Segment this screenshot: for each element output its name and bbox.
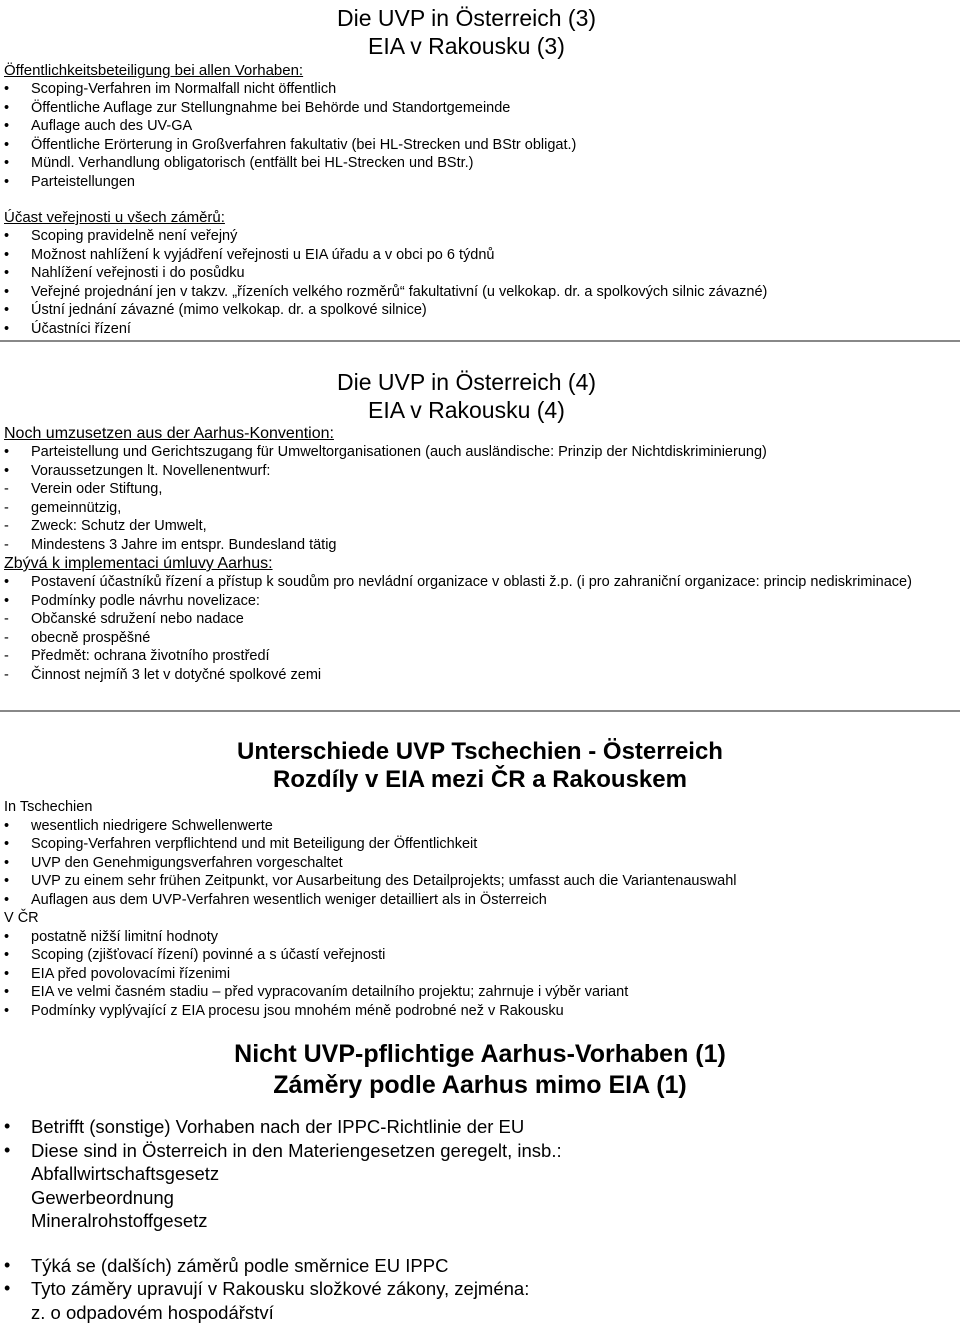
list-cz bbox=[0, 573, 960, 684]
subheading-de: Noch umzusetzen aus der Aarhus-Konvention: bbox=[4, 425, 334, 442]
list-item: • Scoping pravidelně není veřejný bbox=[4, 228, 238, 244]
list-item: • UVP den Genehmigungsverfahren vorgeschaltet bbox=[4, 854, 343, 871]
list-item: • Nahlížení veřejnosti i do posůdku bbox=[4, 265, 245, 281]
subheading-cz: V ČR bbox=[4, 910, 39, 926]
list-item: • Scoping (zjišťovací řízení) povinné a s účastí veřejnosti bbox=[4, 947, 386, 963]
section-title-de: Die UVP in Österreich (3) bbox=[337, 5, 597, 31]
list-item: • Mündl. Verhandlung obligatorisch (entfällt bei HL-Strecken und BStr.) bbox=[4, 155, 474, 171]
list-aarhus-de bbox=[0, 1115, 960, 1162]
section-differences bbox=[0, 738, 960, 1020]
list-item: • Týká se (dalších) záměrů podle směrnice EU IPPC bbox=[4, 1254, 449, 1276]
subheading-cz: Zbývá k implementaci úmluvy Aarhus: bbox=[4, 555, 273, 572]
list-item: • Öffentliche Erörterung in Großverfahren fakultativ (bei HL-Strecken und BStr obligat.) bbox=[4, 136, 577, 153]
list-item: • Podmínky podle návrhu novelizace: bbox=[4, 592, 260, 609]
list-item: - Mindestens 3 Jahre im entspr. Bundesland tätig bbox=[4, 536, 337, 553]
list-item: • Účastníci řízení bbox=[4, 320, 131, 337]
list-item: • Auflagen aus dem UVP-Verfahren wesentlich weniger detailliert als in Österreich bbox=[4, 891, 547, 908]
section-title-cz: EIA v Rakousku (4) bbox=[368, 397, 565, 423]
list-item: • Možnost nahlížení k vyjádření veřejnosti u EIA úřadu a v obci po 6 týdnů bbox=[4, 246, 495, 263]
section-uvp-4 bbox=[0, 368, 960, 684]
subheading-de: In Tschechien bbox=[4, 799, 93, 815]
list-item: • EIA před povolovacími řízenimi bbox=[4, 965, 231, 982]
divider bbox=[0, 340, 960, 342]
list-de bbox=[0, 80, 960, 191]
list-item: • Voraussetzungen lt. Novellenentwurf: bbox=[4, 462, 271, 479]
list-item: • Scoping-Verfahren im Normalfall nicht öffentlich bbox=[4, 81, 337, 97]
list-cz bbox=[0, 928, 960, 1021]
list-item: • postatně nižší limitní hodnoty bbox=[4, 928, 218, 945]
list-item: • UVP zu einem sehr frühen Zeitpunkt, vor Ausarbeitung des Detailprojekts; umfasst auch die Variantenauswahl bbox=[4, 873, 737, 889]
list-item: - Činnost nejmíň 3 let v dotyčné spolkové zemi bbox=[4, 666, 322, 683]
list-item: • Podmínky vyplývající z EIA procesu jsou mnohém méně podrobné než v Rakousku bbox=[4, 1002, 564, 1019]
list-item: • wesentlich niedrigere Schwellenwerte bbox=[4, 817, 273, 834]
list-item: • Öffentliche Auflage zur Stellungnahme bei Behörde und Standortgemeinde bbox=[4, 99, 511, 116]
list-item: • Diese sind in Österreich in den Materiengesetzen geregelt, insb.: bbox=[4, 1139, 562, 1161]
section-title-cz: Rozdíly v EIA mezi ČR a Rakouskem bbox=[273, 766, 687, 793]
list-item: • Ústní jednání závazné (mimo velkokap. dr. a spolkové silnice) bbox=[4, 302, 427, 318]
list-item: • Auflage auch des UV-GA bbox=[4, 118, 193, 134]
list-item: - Zweck: Schutz der Umwelt, bbox=[4, 518, 207, 534]
list-item: • Scoping-Verfahren verpflichtend und mit Beteiligung der Öffentlichkeit bbox=[4, 836, 478, 852]
list-item: - obecně prospěšné bbox=[4, 629, 151, 646]
section-uvp-3 bbox=[0, 4, 960, 338]
section-title-cz: Záměry podle Aarhus mimo EIA (1) bbox=[273, 1071, 687, 1099]
list-item: - Předmět: ochrana životního prostředí bbox=[4, 648, 270, 664]
list-de bbox=[0, 443, 960, 554]
divider bbox=[0, 710, 960, 712]
section-title-cz: EIA v Rakousku (3) bbox=[368, 33, 565, 59]
list-item: • Betrifft (sonstige) Vorhaben nach der IPPC-Richtlinie der EU bbox=[4, 1116, 525, 1137]
list-cz bbox=[0, 227, 960, 338]
law-name: Gewerbeordnung bbox=[31, 1186, 174, 1208]
list-item: • EIA ve velmi časném stadiu – před vypracovaním detailního projektu; zahrnuje i výběr variant bbox=[4, 984, 629, 1000]
law-name: z. o odpadovém hospodářství bbox=[31, 1301, 274, 1323]
section-title-de: Die UVP in Österreich (4) bbox=[337, 369, 597, 395]
list-item: - gemeinnützig, bbox=[4, 499, 122, 516]
list-aarhus-cz bbox=[0, 1254, 960, 1301]
list-item: • Postavení účastníků řízení a přístup k soudům pro nevládní organizace v oblasti ž.p. (i pro zahraniční organizace: princip nediskriminace) bbox=[4, 574, 912, 590]
list-item: - Verein oder Stiftung, bbox=[4, 481, 163, 497]
list-item: • Veřejné projednání jen v takzv. „řízeních velkého rozměrů“ fakultativní (u velkokap. dr. a spolkových silnic závazné) bbox=[4, 283, 768, 300]
section-title-de: Nicht UVP-pflichtige Aarhus-Vorhaben (1) bbox=[234, 1040, 726, 1068]
list-item: • Parteistellung und Gerichtszugang für Umweltorganisationen (auch ausländische: Prinzip der Nichtdiskriminierung) bbox=[4, 444, 767, 460]
law-name: Abfallwirtschaftsgesetz bbox=[31, 1163, 220, 1184]
list-item: - Občanské sdružení nebo nadace bbox=[4, 611, 244, 627]
section-title-de: Unterschiede UVP Tschechien - Österreich bbox=[237, 738, 723, 765]
subheading-de: Öffentlichkeitsbeteiligung bei allen Vorhaben: bbox=[4, 62, 304, 79]
list-item: • Tyto záměry upravují v Rakousku složkové zákony, zejména: bbox=[4, 1278, 530, 1299]
subheading-cz: Účast veřejnosti u všech záměrů: bbox=[4, 209, 225, 226]
section-aarhus bbox=[0, 1039, 960, 1324]
law-name: Mineralrohstoffgesetz bbox=[31, 1210, 208, 1231]
list-de bbox=[0, 817, 960, 910]
list-item: • Parteistellungen bbox=[4, 173, 135, 190]
